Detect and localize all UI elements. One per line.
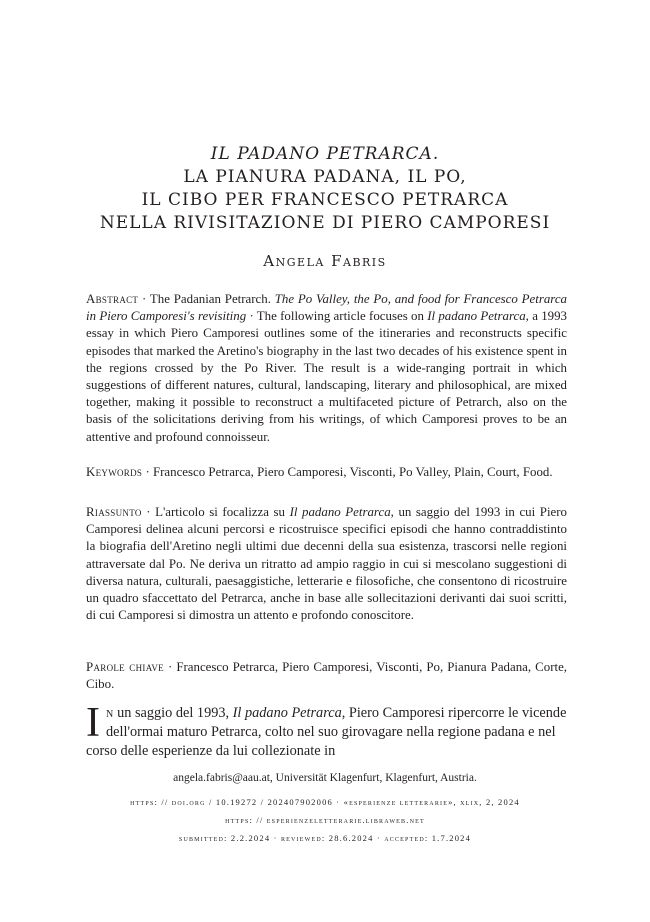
parole-chiave-label: Parole chiave	[86, 660, 164, 674]
body-text-1: un saggio del 1993,	[113, 705, 233, 721]
riassunto-label: Riassunto	[86, 505, 142, 519]
riassunto-text-1: · L'articolo si focalizza su	[141, 505, 290, 519]
drop-cap: I	[86, 700, 100, 746]
parole-chiave-paragraph	[86, 659, 567, 693]
keywords-label: Keywords	[86, 465, 143, 479]
riassunto-text-2: , un saggio del 1993 in cui Piero Camporesi delinea alcuni percorsi e ricostruisce specifici episodi che hanno contraddistinto la biografia dell'Aretino negli ultimi due decenni della sua esistenza, trascorsi nelle regioni attraversate dal Po. Ne deriva un ritratto ad ampio raggio in cui si mescolano suggestioni di diversa natura, culturali, paesaggistiche, letterarie e filosofiche, che consentono di ricostruire un quadro sfaccettato del Petrarca, anche in base alle sollecitazioni derivanti dai suoi scritti, di cui Camporesi si dimostra un attento e profondo conoscitore.	[86, 505, 568, 623]
footnote-dates: submitted: 2.2.2024 · reviewed: 28.6.2024 · accepted: 1.7.2024	[178, 833, 472, 843]
abstract-paragraph	[86, 291, 567, 446]
footnote-email: angela.fabris@aau.at, Universität Klagenfurt, Klagenfurt, Austria.	[173, 772, 477, 784]
body-book-title: Il padano Petrarca	[232, 705, 342, 721]
title-line-4: NELLA RIVISITAZIONE DI PIERO CAMPORESI	[99, 213, 551, 233]
abstract-english-title: The Po Valley, the Po, and food for Francesco Petrarca in Piero Camporesi's revisiting	[86, 292, 567, 324]
abstract-label: Abstract	[86, 292, 139, 306]
title-line-1: IL PADANO PETRARCA.	[210, 144, 440, 164]
body-text-2: , Piero Camporesi ripercorre le vicende dell'ormai maturo Petrarca, colto nel suo girovagare nella regione padana e nel corso delle esperienze da lui collezionate in	[86, 705, 567, 759]
title-line-2: LA PIANURA PADANA, IL PO,	[183, 167, 467, 187]
riassunto-paragraph	[86, 504, 567, 624]
body-paragraph	[86, 700, 567, 760]
keywords-text: · Francesco Petrarca, Piero Camporesi, Visconti, Po Valley, Plain, Court, Food.	[142, 465, 553, 479]
abstract-text-1: · The following article focuses on	[246, 309, 428, 324]
article-title	[0, 143, 650, 235]
parole-chiave-text: · Francesco Petrarca, Piero Camporesi, Visconti, Po, Pianura Padana, Corte, Cibo.	[86, 660, 568, 692]
first-word: n	[106, 705, 114, 721]
abstract-text-2: , a 1993 essay in which Piero Camporesi outlines some of the itineraries and reconstructs specific episodes that marked the Aretino's biography in the last two decades of his existence spent in the regions crossed by the Po River. The result is a wide-ranging portrait in which suggestions of different natures, cultural, landscaping, literary and philosophical, are mixed together, making it possible to reconstruct a multifaceted picture of Petrarch, also on the basis of the solicitations deriving from his writings, of which Camporesi proves to be an attentive and profound connoisseur.	[86, 309, 567, 444]
title-line-3: IL CIBO PER FRANCESCO PETRARCA	[141, 190, 509, 210]
footnote-doi: https: // doi.org / 10.19272 / 202407902006 · «esperienze letterarie», xlix, 2, 2024	[130, 797, 520, 807]
author-name: Angela Fabris	[263, 252, 387, 270]
abstract-lead: · The Padanian Petrarch.	[138, 292, 275, 306]
riassunto-book-title: Il padano Petrarca	[289, 505, 391, 519]
footnote-url: https: // esperienzeletterarie.libraweb.net	[225, 815, 425, 825]
abstract-book-title: Il padano Petrarca	[427, 309, 526, 324]
keywords-paragraph	[86, 464, 567, 481]
